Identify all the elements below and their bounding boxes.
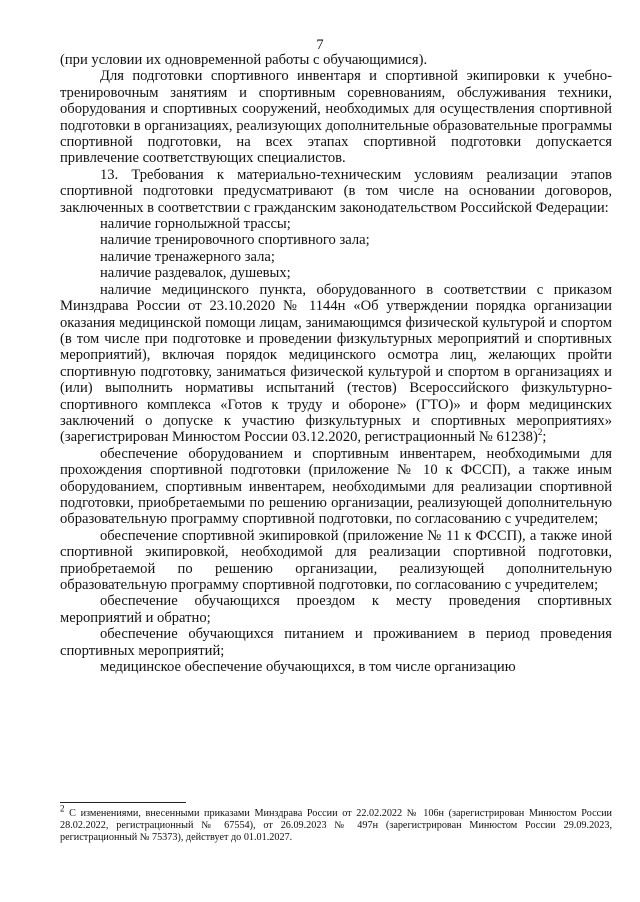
list-item-sport-gear: обеспечение спортивной экипировкой (приложение № 11 к ФССП), а также иной спортивной экипировкой, необходимой для реализации спортивной подготовки, приобретаемой по решению организации, реализующей дополнительную образовательную программу спортивной подготовки, по согласованию с учредителем; [60, 527, 612, 593]
footnote-reference: 2 [537, 427, 543, 438]
list-item-ski-slope: наличие горнолыжной трассы; [100, 216, 291, 233]
list-item-medical-support: медицинское обеспечение обучающихся, в том числе организацию [100, 659, 516, 676]
list-item-equipment: обеспечение оборудованием и спортивным инвентарем, необходимыми для прохождения спортивной подготовки (приложение № 10 к ФССП), а также иным оборудованием, спортивным инвентарем, необходимыми для реализации спортивной подготовки, приобретаемыми по решению организации, реализующей дополнительную образовательную программу спортивной подготовки, по согласованию с учредителем; [60, 445, 612, 528]
footnote-marker: 2 [60, 803, 65, 814]
footnote [60, 803, 613, 844]
page-number: 7 [316, 37, 324, 53]
medical-point-tail: ; [542, 429, 547, 446]
medical-point-text: наличие медицинского пункта, оборудованного в соответствии с приказом Минздрава России от 23.10.2020 № 1144н «Об утверждении порядка организации оказания медицинской помощи лицам, занимающимся физической культурой и спортом (в том числе при подготовке и проведении физкультурных мероприятий и спортивных мероприятий), включая порядок медицинского осмотра лиц, желающих пройти спортивную подготовку, заниматься физической культурой и спортом в организациях и (или) выполнить нормативы испытаний (тестов) Всероссийского физкультурно-спортивного комплекса «Готов к труду и обороне» (ГТО)» и форм медицинских заключений о допуске к участию физкультурных и спортивных мероприятиях» (зарегистрирован Минюстом России 03.12.2020, регистрационный № 61238) [60, 281, 612, 446]
document-body [60, 52, 612, 675]
paragraph-equipment-prep: Для подготовки спортивного инвентаря и спортивной экипировки к учебно-тренировочным занятиям и спортивным соревнованиям, обслуживания техники, оборудования и спортивных сооружений, необходимых для осуществления спортивной подготовки в организациях, реализующих дополнительные образовательные программы спортивной подготовки, на всех этапах спортивной подготовки допускается привлечение соответствующих специалистов. [60, 68, 612, 167]
paragraph-section-13: 13. Требования к материально-техническим условиям реализации этапов спортивной подготовки предусматривают (в том числе на основании договоров, заключенных в соответствии с гражданским законодательством Российской Федерации: [60, 166, 612, 216]
footnote-text: С изменениями, внесенными приказами Минздрава России от 22.02.2022 № 106н (зарегистрирован Минюстом России 28.02.2022, регистрационный № 67554), от 26.09.2023 № 497н (зарегистрирован Минюстом России 29.09.2023, регистрационный № 75373), действует до 01.01.2027. [60, 808, 613, 843]
list-item-meals-lodging: обеспечение обучающихся питанием и проживанием в период проведения спортивных мероприятий; [60, 626, 612, 659]
list-item-gym: наличие тренажерного зала; [100, 248, 275, 265]
list-item-training-hall: наличие тренировочного спортивного зала; [100, 232, 370, 249]
paragraph-continuation: (при условии их одновременной работы с обучающимися). [60, 52, 428, 68]
list-item-medical-point [60, 282, 612, 446]
footnote-separator [60, 802, 186, 803]
list-item-locker-rooms: наличие раздевалок, душевых; [100, 265, 291, 282]
list-item-transport: обеспечение обучающихся проездом к месту проведения спортивных мероприятий и обратно; [60, 593, 612, 626]
